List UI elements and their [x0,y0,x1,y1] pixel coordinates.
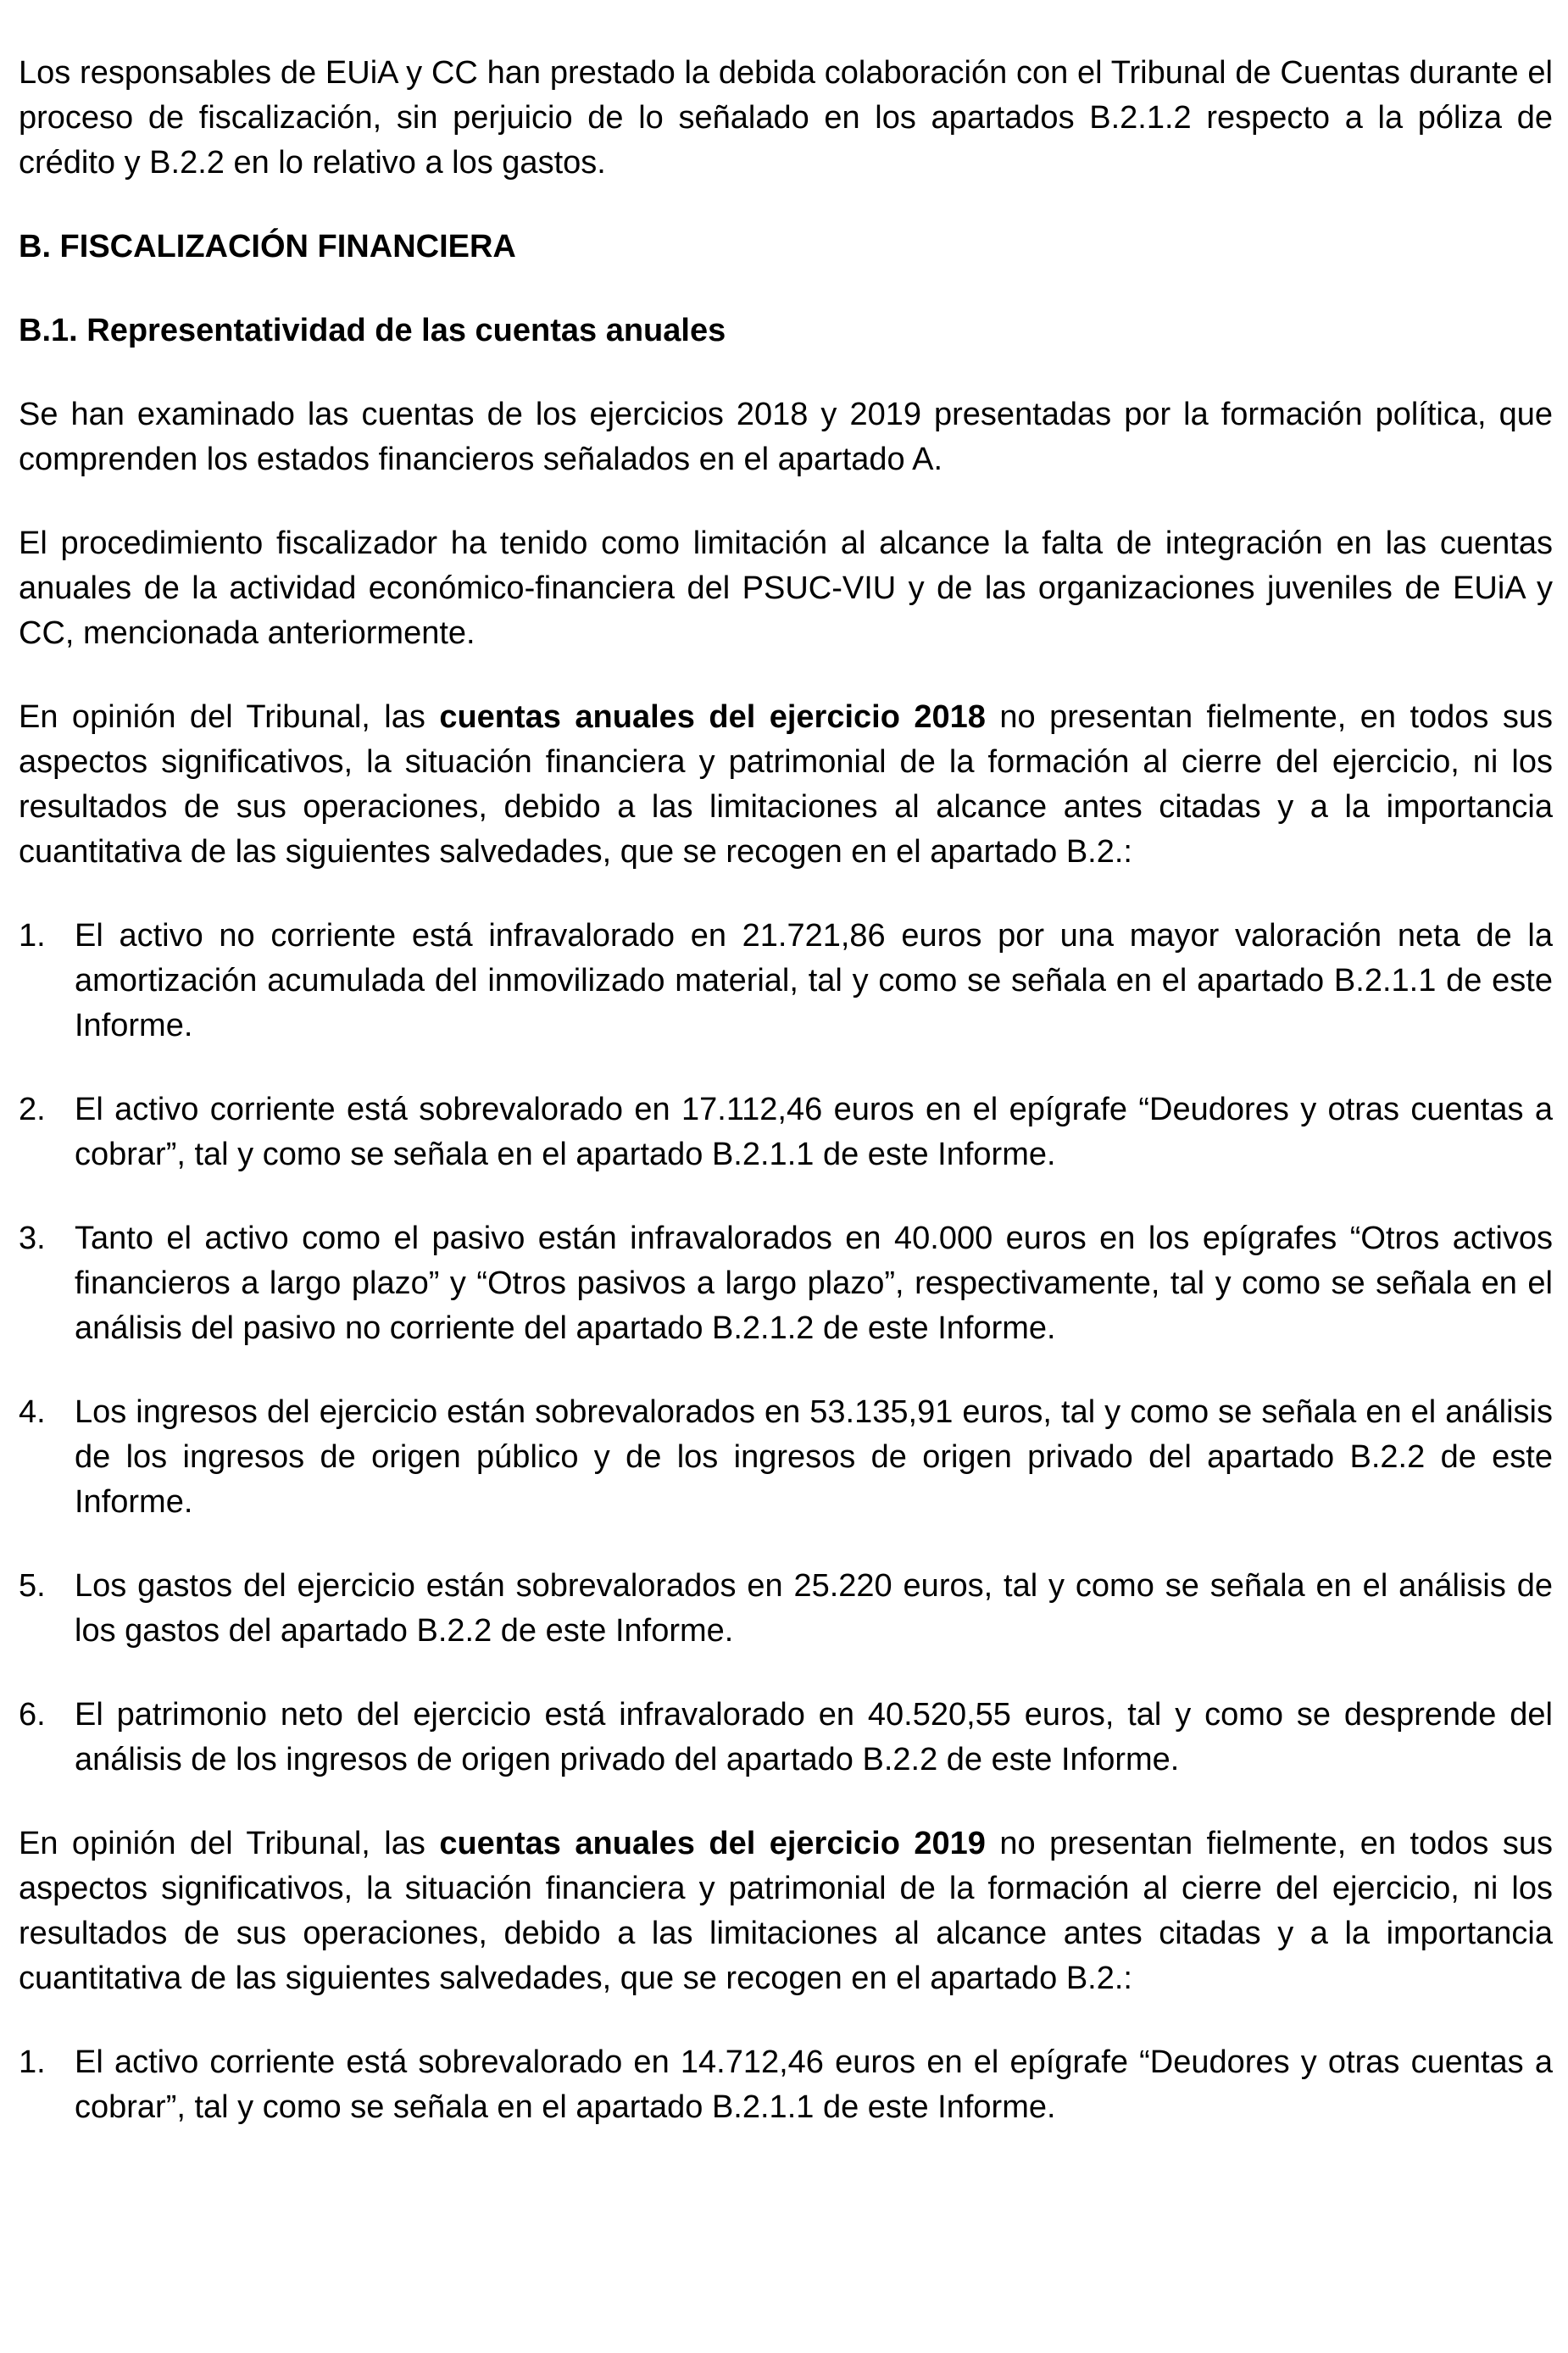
list-item-number: 3. [19,1221,46,1256]
list-item-number: 5. [19,1568,46,1604]
qualifications-2018-list [19,914,1553,1783]
list-item-text: Los gastos del ejercicio están sobrevalorados en 25.220 euros, tal y como se señala en el análisis de los gastos del apartado B.2.2 de este Informe. [75,1568,1553,1649]
list-item-text: Los ingresos del ejercicio están sobrevalorados en 53.135,91 euros, tal y como se señala en el análisis de los ingresos de origen público y de los ingresos de origen privado del apartado B.2.2 de este Informe. [75,1394,1553,1520]
scope-limitation-paragraph: El procedimiento fiscalizador ha tenido como limitación al alcance la falta de integración en las cuentas anuales de la actividad económico-financiera del PSUC-VIU y de las organizaciones juveniles de EUiA y CC, mencionada anteriormente. [19,526,1553,651]
list-item [19,1216,1553,1351]
qualifications-2019-list [19,2040,1553,2130]
examined-accounts-paragraph: Se han examinado las cuentas de los ejercicios 2018 y 2019 presentadas por la formación política, que comprenden los estados financieros señalados en el apartado A. [19,397,1553,477]
list-item-number: 6. [19,1697,46,1733]
list-item-text: El activo no corriente está infravalorado en 21.721,86 euros por una mayor valoración neta de la amortización acumulada del inmovilizado material, tal y como se señala en el apartado B.2.1.1 de este Informe. [75,918,1553,1043]
list-item [19,1390,1553,1525]
list-item [19,1564,1553,1654]
intro-paragraph: Los responsables de EUiA y CC han prestado la debida colaboración con el Tribunal de Cuentas durante el proceso de fiscalización, sin perjuicio de lo señalado en los apartados B.2.1.2 respecto a la póliza de crédito y B.2.2 en lo relativo a los gastos. [19,55,1553,181]
list-item-text: El activo corriente está sobrevalorado en 14.712,46 euros en el epígrafe “Deudores y otras cuentas a cobrar”, tal y como se señala en el apartado B.2.1.1 de este Informe. [75,2044,1553,2125]
list-item-number: 1. [19,918,46,954]
section-heading: B. FISCALIZACIÓN FINANCIERA [19,229,516,264]
opinion-2019-rest: no presentan fielmente, en todos sus aspectos significativos, la situación financiera y patrimonial de la formación al cierre del ejercicio, ni los resultados de sus operaciones, debido a las limitaciones al alcance antes citadas y a la importancia cuantitativa de las siguientes salvedades, que se recogen en el apartado B.2.: [19,1826,1553,1996]
opinion-2019-lead: En opinión del Tribunal, las [19,1826,440,1861]
opinion-2019-paragraph [19,1822,1553,2001]
opinion-2018-paragraph [19,695,1553,875]
list-item-text: Tanto el activo como el pasivo están infravalorados en 40.000 euros en los epígrafes “Otros activos financieros a largo plazo” y “Otros pasivos a largo plazo”, respectivamente, tal y como se señala en el análisis del pasivo no corriente del apartado B.2.1.2 de este Informe. [75,1221,1553,1346]
list-item-text: El activo corriente está sobrevalorado en 17.112,46 euros en el epígrafe “Deudores y otras cuentas a cobrar”, tal y como se señala en el apartado B.2.1.1 de este Informe. [75,1092,1553,1172]
opinion-2018-rest: no presentan fielmente, en todos sus aspectos significativos, la situación financiera y patrimonial de la formación al cierre del ejercicio, ni los resultados de sus operaciones, debido a las limitaciones al alcance antes citadas y a la importancia cuantitativa de las siguientes salvedades, que se recogen en el apartado B.2.: [19,699,1553,870]
list-item [19,1693,1553,1783]
opinion-2018-emphasis: cuentas anuales del ejercicio 2018 [439,699,986,735]
list-item-text: El patrimonio neto del ejercicio está infravalorado en 40.520,55 euros, tal y como se desprende del análisis de los ingresos de origen privado del apartado B.2.2 de este Informe. [75,1697,1553,1777]
list-item-number: 4. [19,1394,46,1430]
list-item [19,914,1553,1049]
opinion-2019-emphasis: cuentas anuales del ejercicio 2019 [439,1826,986,1861]
list-item [19,2040,1553,2130]
subsection-heading: B.1. Representatividad de las cuentas anuales [19,313,726,348]
list-item-number: 2. [19,1092,46,1127]
list-item [19,1087,1553,1177]
document-page [19,51,1553,2169]
list-item-number: 1. [19,2044,46,2080]
opinion-2018-lead: En opinión del Tribunal, las [19,699,440,735]
